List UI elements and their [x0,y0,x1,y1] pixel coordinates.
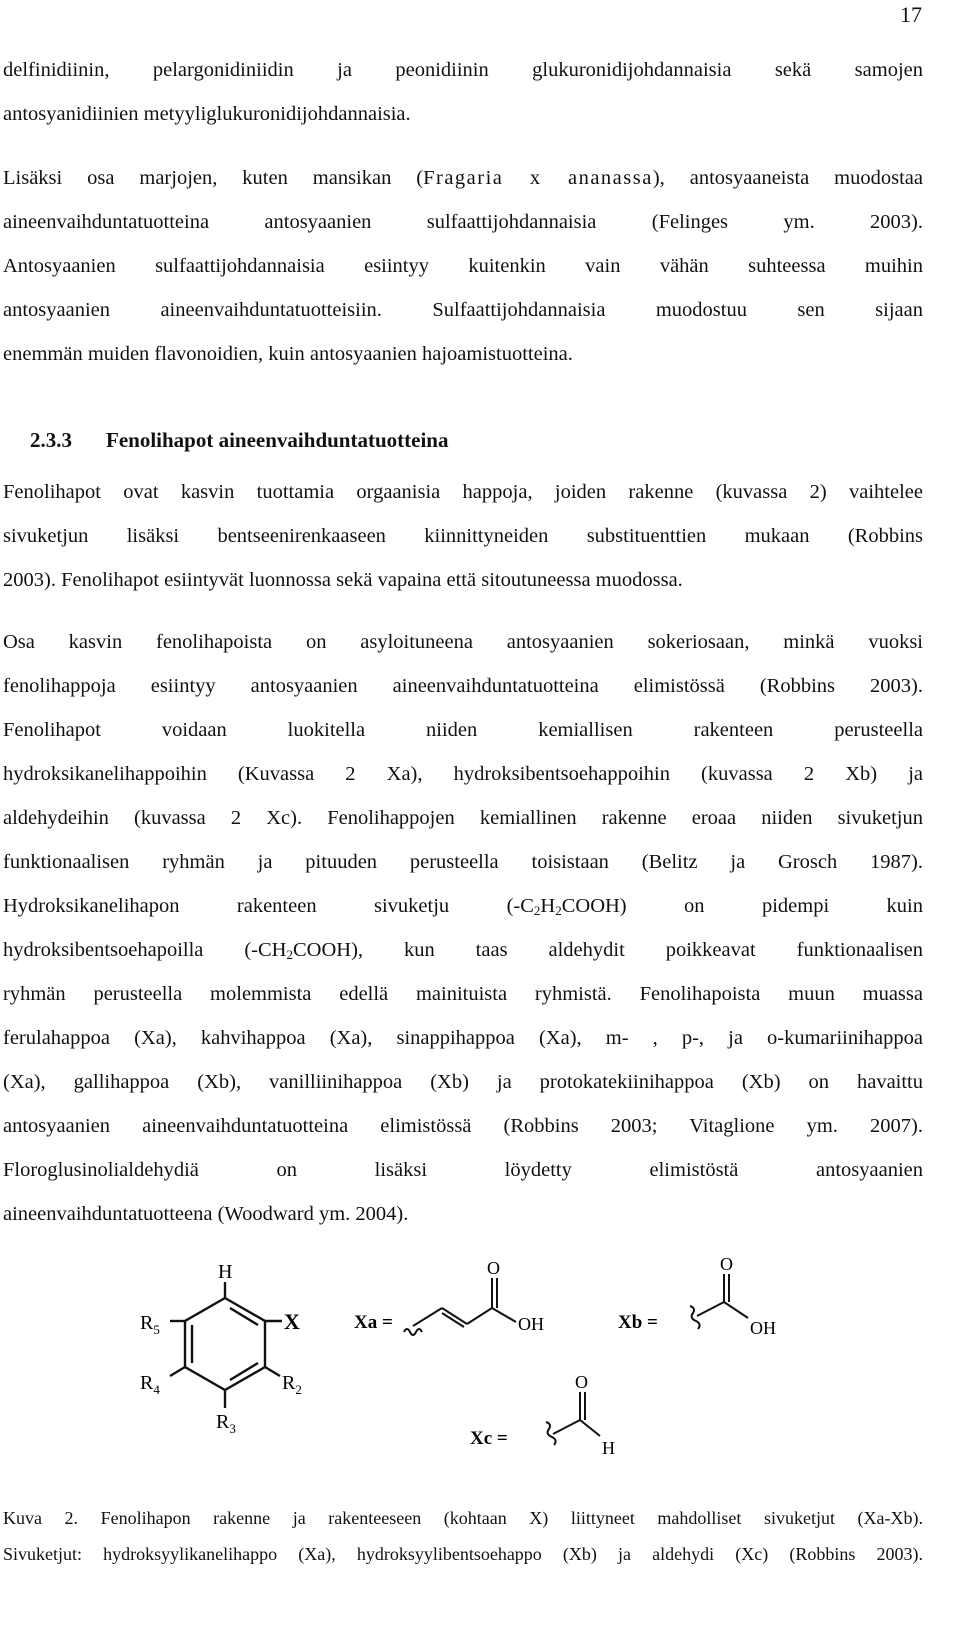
text-line: funktionaalisen ryhmän ja pituuden perusteella toisistaan (Belitz ja Grosch 1987). [3,851,923,873]
xc-h-label: H [602,1438,615,1458]
caption-line: Kuva 2. Fenolihapon rakenne ja rakenteeseen (kohtaan X) liittyneet mahdolliset sivuketjut (Xa-Xb). [3,1508,923,1528]
text-line: antosyaanien aineenvaihduntatuotteisiin. Sulfaattijohdannaisia muodostuu sen sijaan [3,299,923,321]
text-line: aineenvaihduntatuotteena (Woodward ym. 2004). [3,1203,409,1225]
x-substituent-label: X [284,1309,300,1334]
paragraph-1 [3,48,923,136]
benzene-ring [170,1282,282,1408]
text-line: Hydroksikanelihapon rakenteen sivuketju $(-C_2H_2COOH)$ on pidempi kuin [3,895,923,918]
xc-side-chain [546,1392,600,1445]
text-line: antosyaanien aineenvaihduntatuotteina elimistössä (Robbins 2003; Vitaglione ym. 2007). [3,1115,923,1137]
text-line: ryhmän perusteella molemmista edellä mainituista ryhmistä. Fenolihapoista muun muassa [3,983,923,1005]
section-heading [30,428,448,453]
r5-label: $R_5$ [140,1312,160,1337]
text-line: Fenolihapot ovat kasvin tuottamia orgaanisia happoja, joiden rakenne (kuvassa 2) vaihtelee [3,481,923,503]
text-line: Fenolihapot voidaan luokitella niiden kemiallisen rakenteen perusteella [3,719,923,741]
text-line: enemmän muiden flavonoidien, kuin antosyaanien hajoamistuotteina. [3,343,573,365]
xb-oh-label: OH [750,1318,776,1338]
text-line: Lisäksi osa marjojen, kuten mansikan (Fragaria x ananassa), antosyaaneista muodostaa [3,167,923,189]
text-line: 2003). Fenolihapot esiintyvät luonnossa sekä vapaina että sitoutuneessa muodossa. [3,569,683,591]
text-line: Osa kasvin fenolihapoista on asyloituneena antosyaanien sokeriosaan, minkä vuoksi [3,631,923,653]
xc-o-label: O [575,1372,588,1392]
text-line: fenolihappoja esiintyy antosyaanien aineenvaihduntatuotteina elimistössä (Robbins 2003). [3,675,923,697]
section-number: 2.3.3 [30,428,72,452]
xb-side-chain [690,1274,748,1329]
r3-label: $R_3$ [216,1411,236,1436]
section-title: Fenolihapot aineenvaihduntatuotteina [106,428,449,452]
page-number: 17 [900,2,922,27]
text-line: antosyanidiinien metyyliglukuronidijohdannaisia. [3,103,411,125]
xa-label: Xa = [354,1312,393,1333]
paragraph-4 [3,620,923,1236]
text-line: delfinidiinin, pelargonidiniidin ja peonidiinin glukuronidijohdannaisia sekä samojen [3,59,923,81]
text-line: Floroglusinolialdehydiä on lisäksi löydetty elimistöstä antosyaanien [3,1159,923,1181]
text-line: (Xa), gallihappoa (Xb), vanilliinihappoa (Xb) ja protokatekiinihappoa (Xb) on havaittu [3,1071,923,1093]
text-line: ferulahappoa (Xa), kahvihappoa (Xa), sinappihappoa (Xa), m- , p-, ja o-kumariinihappoa [3,1027,923,1049]
xa-o-label: O [487,1258,500,1278]
h-atom-label: H [218,1261,233,1283]
text-line: hydroksikanelihappoihin (Kuvassa 2 Xa), hydroksibentsoehappoihin (kuvassa 2 Xb) ja [3,763,923,785]
paragraph-2 [3,156,923,376]
xa-side-chain [404,1278,516,1335]
xb-o-label: O [720,1254,733,1274]
text-line: hydroksibentsoehapoilla $(-CH_2COOH)$, kun taas aldehydit poikkeavat funktionaalisen [3,939,923,962]
xb-label: Xb = [618,1312,658,1333]
text-line: Antosyaanien sulfaattijohdannaisia esiintyy kuitenkin vain vähän suhteessa muihin [3,255,923,277]
r2-label: $R_2$ [282,1372,302,1397]
text-line: aineenvaihduntatuotteina antosyaanien sulfaattijohdannaisia (Felinges ym. 2003). [3,211,923,233]
species-name: Fragaria x ananassa [423,167,653,189]
r4-label: $R_4$ [140,1372,160,1397]
caption-line: Sivuketjut: hydroksyylikanelihappo (Xa), hydroksyylibentsoehappo (Xb) ja aldehydi (Xc) (Robbins 2003). [3,1544,923,1564]
xc-label: Xc = [470,1428,508,1449]
figure-caption [3,1500,923,1572]
paragraph-3 [3,470,923,602]
text-line: sivuketjun lisäksi bentseenirenkaaseen kiinnittyneiden substituenttien mukaan (Robbins [3,525,923,547]
xa-oh-label: OH [518,1314,544,1334]
phenolic-acid-structure-figure [120,1248,820,1508]
text-line: aldehydeihin (kuvassa 2 Xc). Fenolihappojen kemiallinen rakenne eroaa niiden sivuketjun [3,807,923,829]
